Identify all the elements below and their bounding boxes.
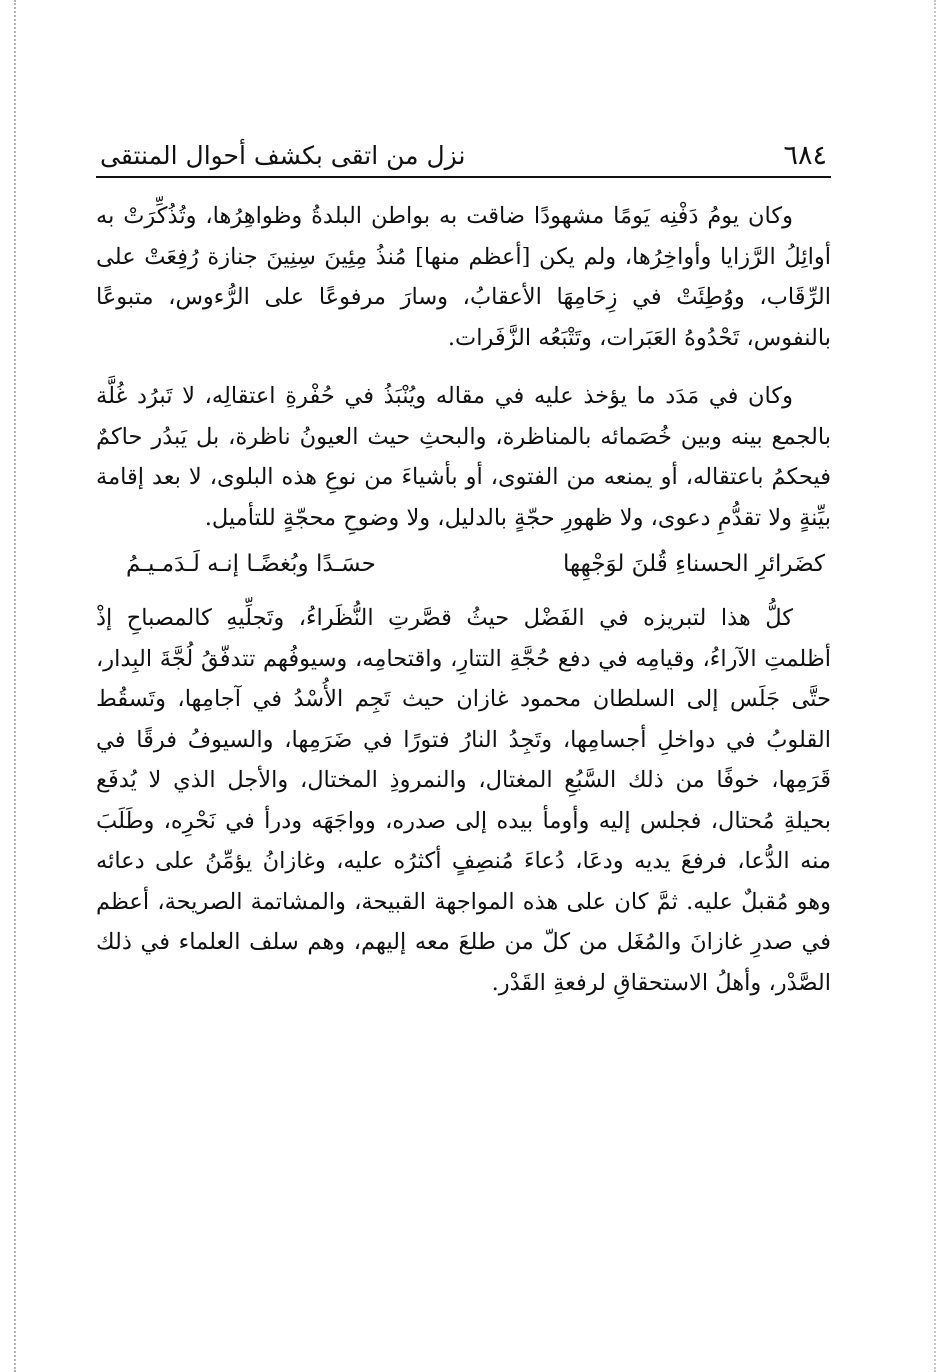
running-title: نزل من اتقى بكشف أحوال المنتقى bbox=[100, 141, 466, 170]
scan-edge-right bbox=[934, 0, 936, 1372]
page-number: ٦٨٤ bbox=[783, 140, 827, 171]
paragraph-detention: وكان في مَدَد ما يؤخذ عليه في مقاله ويُنْبَذُ في حُفْرةِ اعتقالِه، لا تَبرُد غُلَّة بالجمع بينه وبين خُصَمائه بالمناظرة، والبحثِ حيث العيونُ ناظرة، بل يَبدُر حاكمٌ فيحكمُ باعتقاله، أو يمنعه من الفتوى، أو بأشياءَ من نوعِ هذه البلوى، لا بعد إقامة بيِّنةٍ ولا تقدُّمِ دعوى، ولا ظهورِ حجّةٍ بالدليل، ولا وضوحِ محجّةٍ للتأميل. bbox=[96, 383, 831, 531]
paragraph-spacer bbox=[96, 358, 831, 376]
poetry-verse bbox=[96, 544, 831, 584]
verse-second-hemistich: حسَـدًا وبُغضًـا إنـه لَـدَمـيـمُ bbox=[126, 551, 376, 577]
book-page bbox=[96, 132, 831, 1003]
scan-edge-left bbox=[14, 0, 16, 1372]
page-body bbox=[96, 196, 831, 1003]
running-header bbox=[96, 132, 831, 178]
verse-first-hemistich: كضَرائرِ الحسناءِ قُلنَ لوَجْهِها bbox=[563, 551, 825, 577]
paragraph-ghazan: كلُّ هذا لتبريزه في الفَضْل حيثُ قصَّرتِ النُّظَراءُ، وتَجلِّيهِ كالمصباحِ إذْ أظلمتِ الآراءُ، وقيامِه في دفع حُجَّةِ التتارِ، واقتحامِه، وسيوفُهم تتدفّقُ لُجَّةَ البِدار، حتَّى جَلَس إلى السلطان محمود غازان حيث تَجِم الأُسْدُ في آجامِها، وتَسقُط القلوبُ في دواخلِ أجسامِها، وتَجِدُ النارُ فتورًا في ضَرَمِها، والسيوفُ فرقًا في قَرَمِها، خوفًا من ذلك السَّبُعِ المغتال، والنمروذِ المختال، والأجل الذي لا يُدفَع بحيلةِ مُحتال، فجلس إليه وأومأ بيده إلى صدره، وواجَهَه ودرأ في نَحْرِه، وطَلَبَ منه الدُّعا، فرفعَ يديه ودعَا، دُعاءَ مُنصِفٍ أكثرُه عليه، وغازانُ يؤمِّنُ على دعائه وهو مُقبلٌ عليه. ثمَّ كان على هذه المواجهة القبيحة، والمشاتمة الصريحة، أعظم في صدرِ غازانَ والمُغَل من كلّ من طلعَ معه إليهم، وهم سلف العلماء في ذلك الصَّدْر، وأهلُ الاستحقاقِ لرفعةِ القَدْر. bbox=[96, 605, 831, 996]
paragraph-funeral: وكان يومُ دَفْنِه يَومًا مشهودًا ضاقت به بواطن البلدةُ وظواهِرُها، وتُذُكِّرَتْ به أوائِلُ الرَّزايا وأواخِرُها، ولم يكن [أعظم منها] مُنذُ مِئِينَ سِنِينَ جنازة رُفِعَتْ على الرِّقَاب، ووُطِئَتْ في زِحَامِهَا الأعقابُ، وسارَ مرفوعًا على الرُّءوس، متبوعًا بالنفوس، تَحْدُوهُ العَبَرات، وتَتْبَعُه الزَّفَرات. bbox=[96, 203, 831, 351]
